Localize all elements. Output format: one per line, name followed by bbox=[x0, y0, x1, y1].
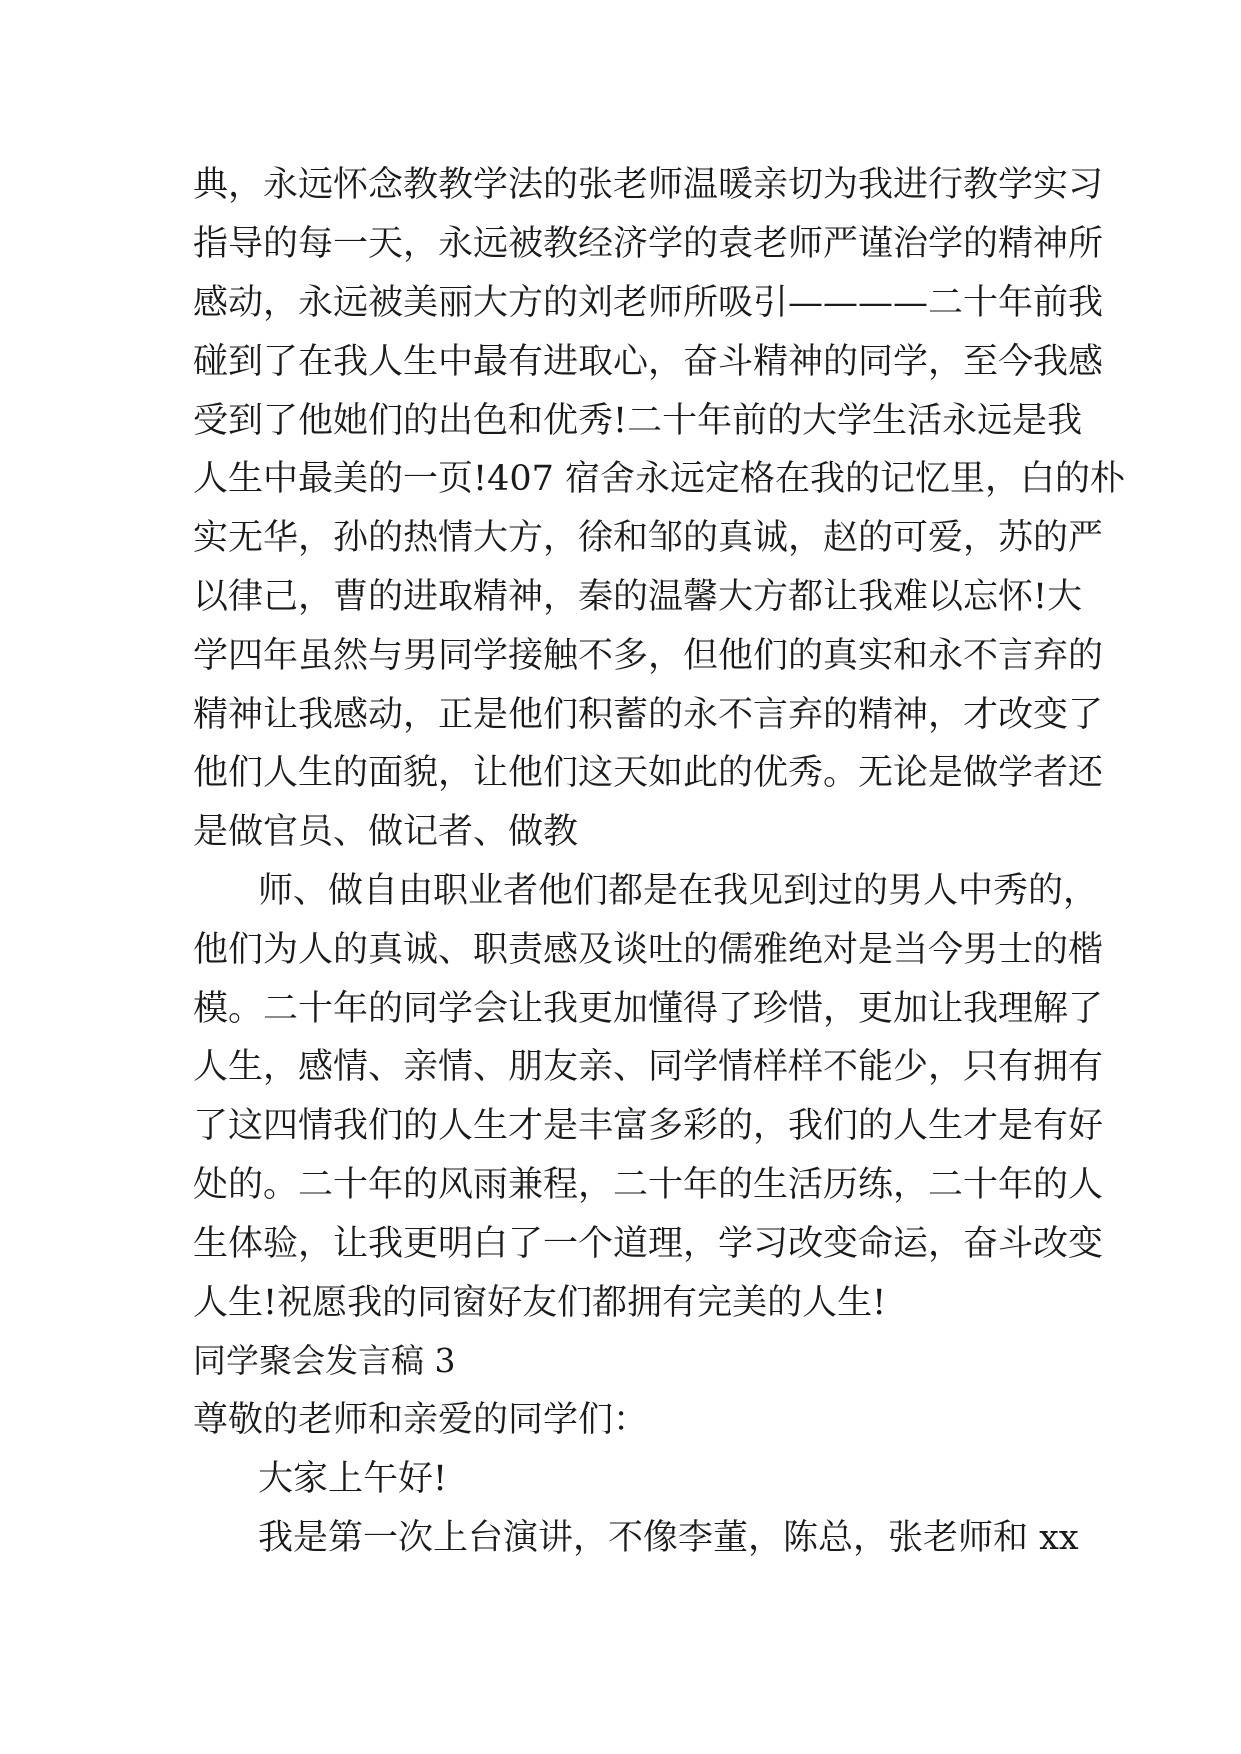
text-line: 是做官员、做记者、做教 bbox=[193, 812, 579, 852]
text-line: 碰到了在我人生中最有进取心，奋斗精神的同学，至今我感 bbox=[193, 342, 1104, 382]
text-line: 指导的每一天，永远被教经济学的袁老师严谨治学的精神所 bbox=[193, 224, 1104, 264]
text-line: 处的。二十年的风雨兼程，二十年的生活历练，二十年的人 bbox=[193, 1165, 1104, 1205]
text-line: 他们人生的面貌，让他们这天如此的优秀。无论是做学者还 bbox=[193, 753, 1104, 793]
greeting: 大家上午好! bbox=[258, 1459, 448, 1499]
text-line: 他们为人的真诚、职责感及谈吐的儒雅绝对是当今男士的楷 bbox=[193, 930, 1104, 970]
text-line: 我是第一次上台演讲，不像李董，陈总，张老师和 xx bbox=[258, 1518, 1079, 1558]
text-line: 人生中最美的一页!407 宿舍永远定格在我的记忆里，白的朴 bbox=[193, 459, 1125, 499]
text-line: 师、做自由职业者他们都是在我见到过的男人中秀的， bbox=[258, 871, 1099, 911]
text-line: 人生，感情、亲情、朋友亲、同学情样样不能少，只有拥有 bbox=[193, 1047, 1104, 1087]
text-line: 精神让我感动，正是他们积蓄的永不言弃的精神，才改变了 bbox=[193, 695, 1104, 735]
text-line: 生体验，让我更明白了一个道理，学习改变命运，奋斗改变 bbox=[193, 1224, 1104, 1264]
text-line: 以律己，曹的进取精神，秦的温馨大方都让我难以忘怀!大 bbox=[193, 577, 1083, 617]
text-line: 了这四情我们的人生才是丰富多彩的，我们的人生才是有好 bbox=[193, 1106, 1104, 1146]
text-line: 实无华，孙的热情大方，徐和邹的真诚，赵的可爱，苏的严 bbox=[193, 518, 1104, 558]
text-line: 人生!祝愿我的同窗好友们都拥有完美的人生! bbox=[193, 1283, 887, 1323]
salutation: 尊敬的老师和亲爱的同学们： bbox=[193, 1400, 649, 1440]
text-line: 模。二十年的同学会让我更加懂得了珍惜，更加让我理解了 bbox=[193, 989, 1104, 1029]
text-line: 典，永远怀念教教学法的张老师温暖亲切为我进行教学实习 bbox=[193, 165, 1104, 205]
text-line: 感动，永远被美丽大方的刘老师所吸引————二十年前我 bbox=[193, 283, 1104, 323]
text-line: 受到了他她们的出色和优秀!二十年前的大学生活永远是我 bbox=[193, 401, 1083, 441]
text-line: 学四年虽然与男同学接触不多，但他们的真实和永不言弃的 bbox=[193, 636, 1104, 676]
section-heading: 同学聚会发言稿 3 bbox=[193, 1341, 456, 1380]
